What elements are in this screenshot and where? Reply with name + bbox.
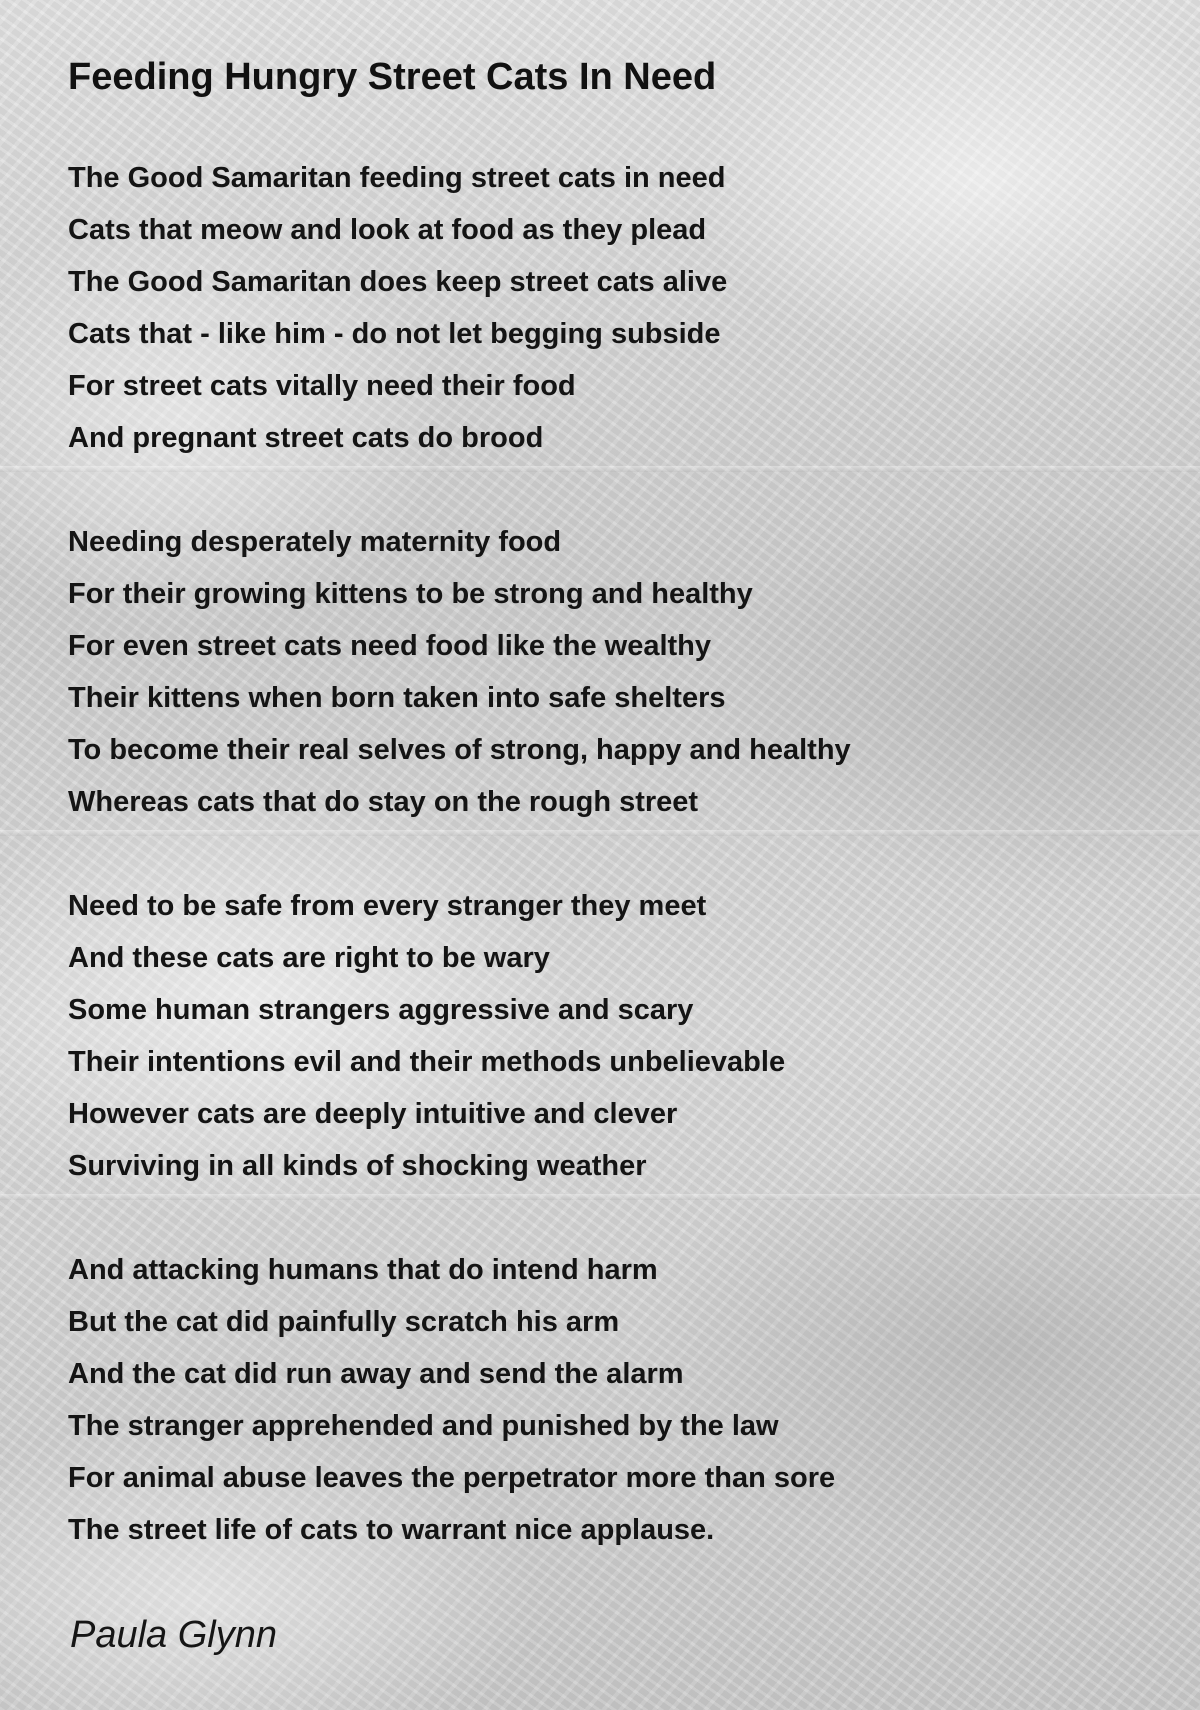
poem-line: And the cat did run away and send the alarm <box>68 1358 684 1390</box>
poem-line: Cats that - like him - do not let begging subside <box>68 318 721 350</box>
poem-line: Some human strangers aggressive and scary <box>68 994 694 1026</box>
poem-line: And pregnant street cats do brood <box>68 422 544 454</box>
poem-author: Paula Glynn <box>70 1614 278 1656</box>
poem-line: But the cat did painfully scratch his arm <box>68 1306 620 1338</box>
poem-line: For animal abuse leaves the perpetrator more than sore <box>68 1462 836 1494</box>
poem-line: The Good Samaritan does keep street cats alive <box>68 266 728 298</box>
stanza-3 <box>68 880 1148 1192</box>
poem-line: For even street cats need food like the wealthy <box>68 630 712 662</box>
poem-line: Their kittens when born taken into safe shelters <box>68 682 726 714</box>
poem-line: For street cats vitally need their food <box>68 370 576 402</box>
poem-line: Surviving in all kinds of shocking weather <box>68 1150 647 1182</box>
poem-line: Needing desperately maternity food <box>68 526 562 558</box>
stanza-4 <box>68 1244 1148 1556</box>
poem-line: The Good Samaritan feeding street cats in need <box>68 162 726 194</box>
poem-line: Whereas cats that do stay on the rough street <box>68 786 699 818</box>
stanza-2 <box>68 516 1148 828</box>
poem-title: Feeding Hungry Street Cats In Need <box>68 56 717 98</box>
poem-line: The stranger apprehended and punished by the law <box>68 1410 779 1442</box>
stanza-1 <box>68 152 1148 464</box>
poem-line: For their growing kittens to be strong and healthy <box>68 578 753 610</box>
poem-container <box>68 50 1148 1556</box>
poem-line: To become their real selves of strong, happy and healthy <box>68 734 851 766</box>
poem-line: The street life of cats to warrant nice applause. <box>68 1514 715 1546</box>
poem-line: Their intentions evil and their methods unbelievable <box>68 1046 786 1078</box>
poem-line: However cats are deeply intuitive and clever <box>68 1098 678 1130</box>
poem-line: Cats that meow and look at food as they plead <box>68 214 707 246</box>
poem-line: And attacking humans that do intend harm <box>68 1254 658 1286</box>
poem-line: And these cats are right to be wary <box>68 942 550 974</box>
poem-line: Need to be safe from every stranger they meet <box>68 890 707 922</box>
